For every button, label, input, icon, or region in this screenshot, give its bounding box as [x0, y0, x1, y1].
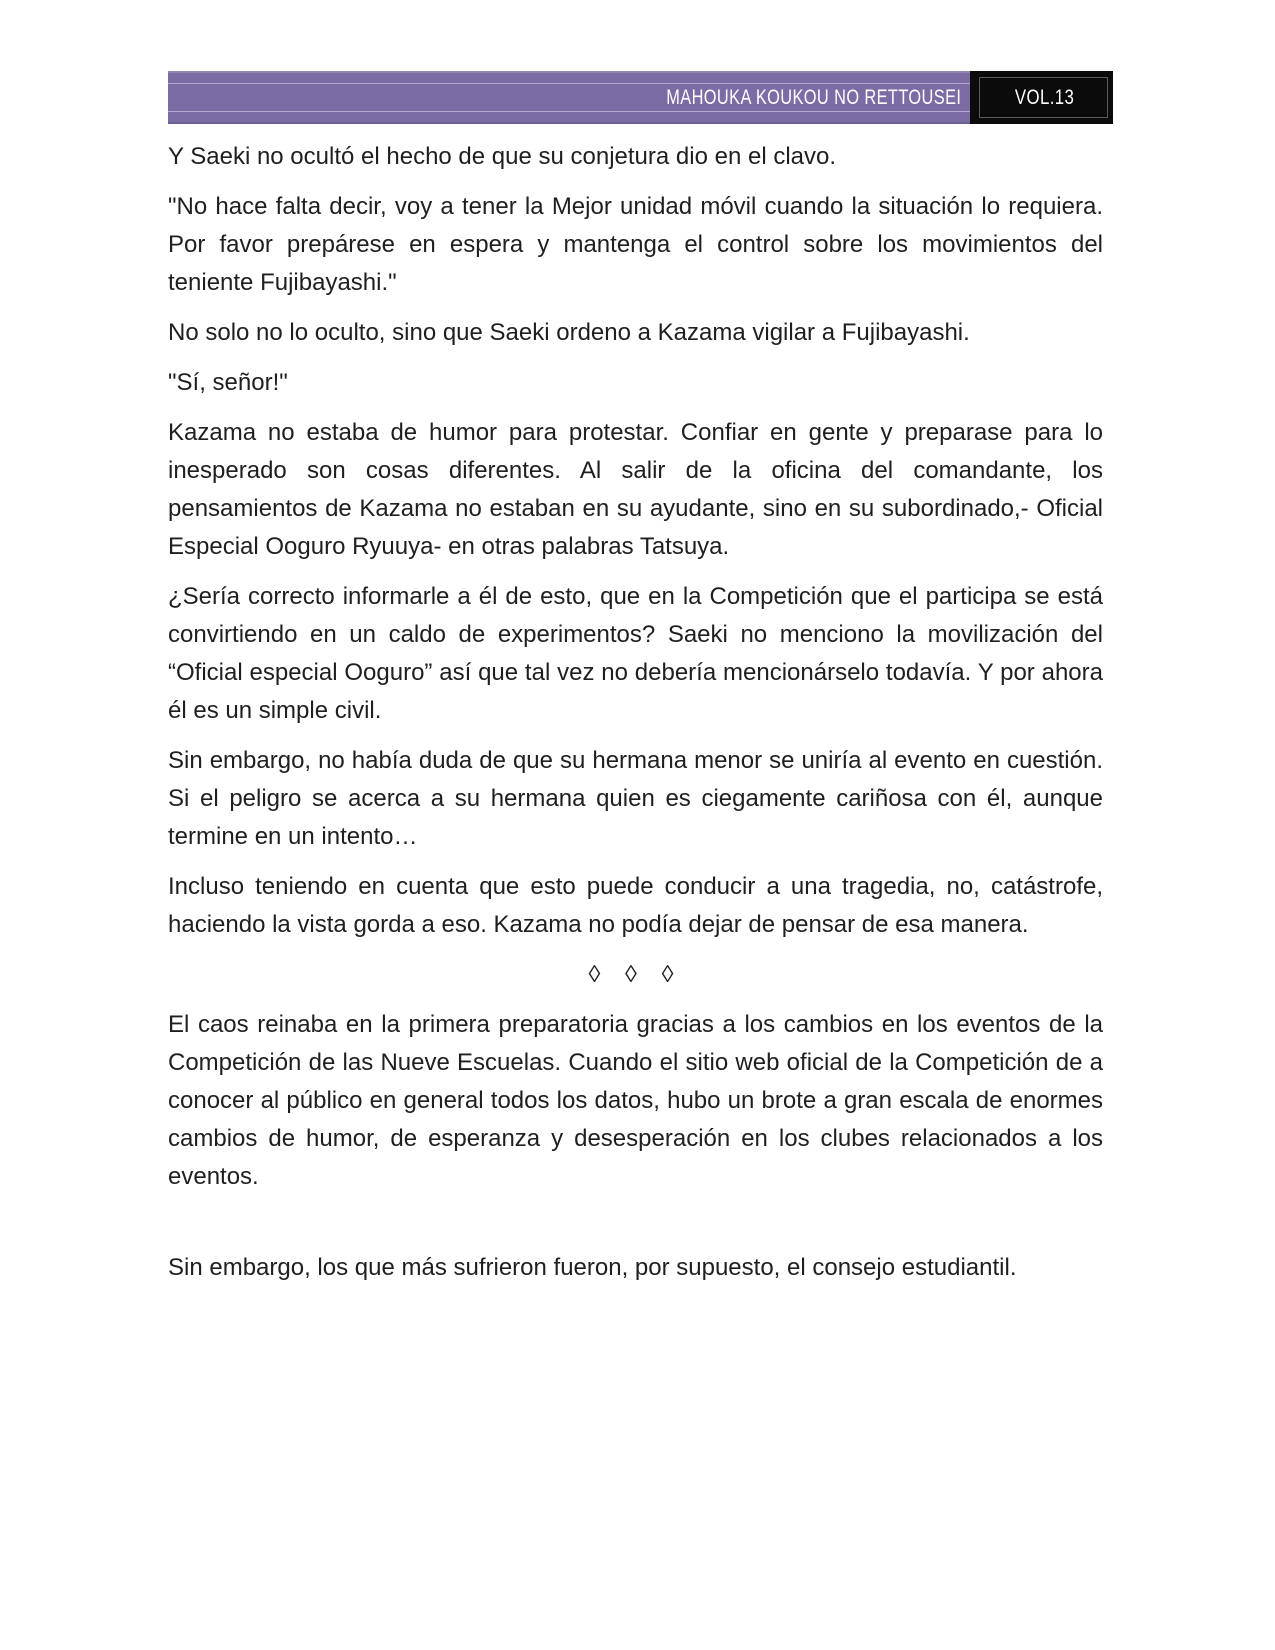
volume-box — [970, 71, 1113, 124]
header-banner — [168, 71, 970, 124]
paragraph: Kazama no estaba de humor para protestar. Confiar en gente y preparase para lo inesperado son cosas diferentes. Al salir de la oficina del comandante, los pensamientos de Kazama no estaban en su ayudante, sino en su subordinado,- Oficial Especial Ooguro Ryuuya- en otras palabras Tatsuya. — [168, 419, 1103, 560]
paragraph: "Sí, señor!" — [168, 369, 288, 396]
paragraph: Sin embargo, no había duda de que su hermana menor se uniría al evento en cuestión. Si el peligro se acerca a su hermana quien es ciegamente cariñosa con él, aunque termine en un intento… — [168, 747, 1103, 850]
paragraph: Sin embargo, los que más sufrieron fueron, por supuesto, el consejo estudiantil. — [168, 1254, 1017, 1281]
paragraph: El caos reinaba en la primera preparatoria gracias a los cambios en los eventos de la Competición de las Nueve Escuelas. Cuando el sitio web oficial de la Competición de a conocer al público en general todos los datos, hubo un brote a gran escala de enormes cambios de humor, de esperanza y desesperación en los clubes relacionados a los eventos. — [168, 1011, 1103, 1190]
volume-label: VOL.13 — [1015, 85, 1075, 109]
paragraph: Incluso teniendo en cuenta que esto puede conducir a una tragedia, no, catástrofe, haciendo la vista gorda a eso. Kazama no podía dejar de pensar de esa manera. — [168, 873, 1103, 938]
book-title: MAHOUKA KOUKOU NO RETTOUSEI — [665, 85, 961, 109]
page-body — [168, 138, 1103, 1299]
volume-box-frame — [979, 77, 1108, 118]
paragraph: "No hace falta decir, voy a tener la Mejor unidad móvil cuando la situación lo requiera. Por favor prepárese en espera y mantenga el control sobre los movimientos del teniente Fujibayashi." — [168, 193, 1103, 296]
page-header — [168, 71, 1113, 124]
paragraph: Y Saeki no ocultó el hecho de que su conjetura dio en el clavo. — [168, 143, 837, 170]
diamond-separator: ◊ ◊ ◊ — [588, 961, 683, 988]
paragraph: ¿Sería correcto informarle a él de esto, que en la Competición que el participa se está convirtiendo en un caldo de experimentos? Saeki no menciono la movilización del “Oficial especial Ooguro” así que tal vez no debería mencionárselo todavía. Y por ahora él es un simple civil. — [168, 583, 1103, 724]
paragraph: No solo no lo oculto, sino que Saeki ordeno a Kazama vigilar a Fujibayashi. — [168, 319, 970, 346]
